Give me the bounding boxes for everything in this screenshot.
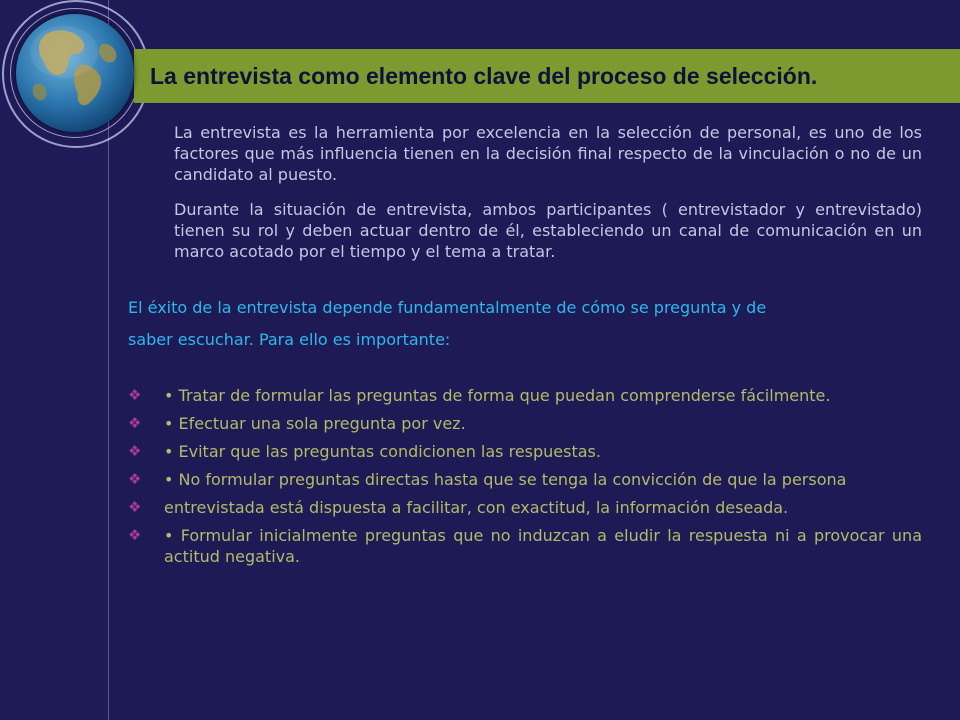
intro-line-1: El éxito de la entrevista depende fundamentalmente de cómo se pregunta y de	[128, 298, 767, 317]
diamond-bullet-icon: ❖	[128, 386, 142, 404]
bullet-text: entrevistada está dispuesta a facilitar, con exactitud, la información deseada.	[164, 498, 789, 517]
list-item	[128, 385, 922, 406]
globe-icon	[16, 14, 134, 132]
bullet-text: • No formular preguntas directas hasta que se tenga la convicción de que la persona	[164, 470, 847, 489]
diamond-bullet-icon: ❖	[128, 470, 142, 488]
list-item	[128, 469, 922, 490]
bullet-text: • Tratar de formular las preguntas de forma que puedan comprenderse fácilmente.	[164, 386, 831, 405]
list-item	[128, 441, 922, 462]
paragraph-2: Durante la situación de entrevista, ambos participantes ( entrevistador y entrevistado) tienen su rol y deben actuar dentro de él, estableciendo un canal de comunicación en un marco acotado por el tiempo y el tema a tratar.	[174, 200, 922, 261]
bullet-list	[128, 385, 922, 574]
bullet-text: • Efectuar una sola pregunta por vez.	[164, 414, 466, 433]
diamond-bullet-icon: ❖	[128, 498, 142, 516]
list-item	[128, 413, 922, 434]
diamond-bullet-icon: ❖	[128, 414, 142, 432]
bullet-text: • Evitar que las preguntas condicionen las respuestas.	[164, 442, 601, 461]
diamond-bullet-icon: ❖	[128, 526, 142, 544]
list-item	[128, 497, 922, 518]
diamond-bullet-icon: ❖	[128, 442, 142, 460]
slide-title: La entrevista como elemento clave del proceso de selección.	[150, 63, 818, 89]
bullet-text: • Formular inicialmente preguntas que no induzcan a eludir la respuesta ni a provocar una actitud negativa.	[164, 526, 922, 566]
paragraph-1: La entrevista es la herramienta por excelencia en la selección de personal, es uno de los factores que más influencia tienen en la decisión final respecto de la vinculación o no de un candidato al puesto.	[174, 123, 922, 184]
list-item	[128, 525, 922, 567]
intro-line-2: saber escuchar. Para ello es importante:	[128, 330, 451, 349]
